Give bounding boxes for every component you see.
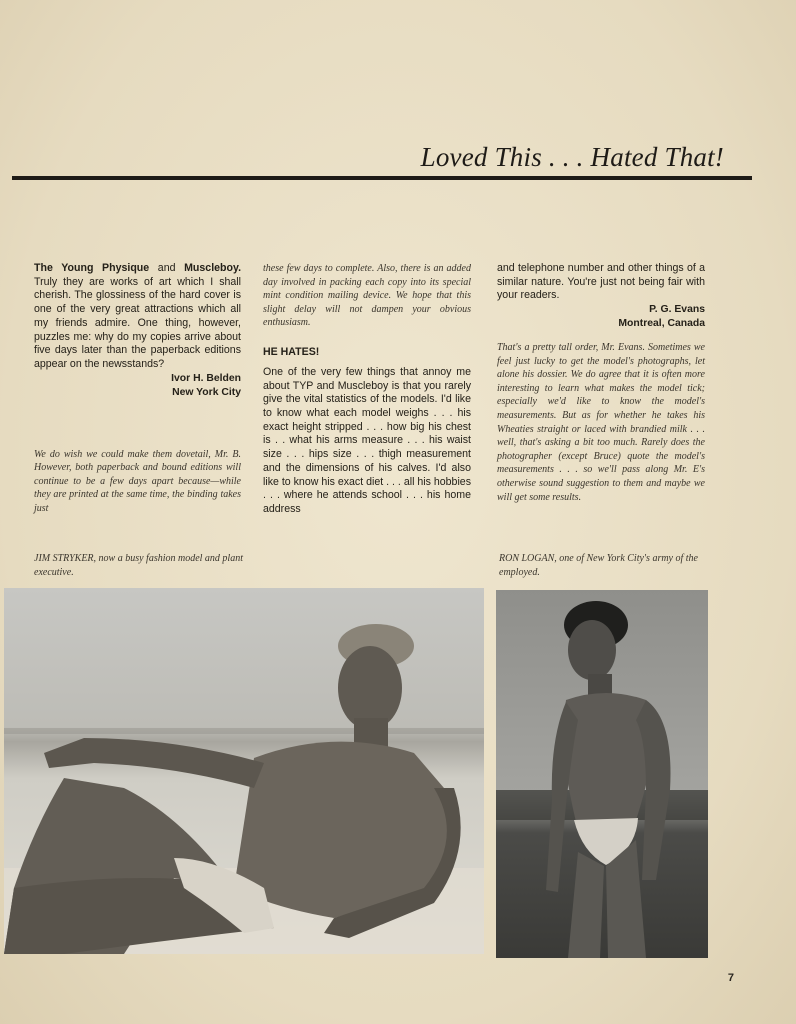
standing-figure-illustration <box>496 590 708 958</box>
reclining-figure-illustration <box>4 588 484 954</box>
letter-2-body-part-1: One of the very few things that annoy me about TYP and Muscleboy is that you rarely give the vital statistics of the models. I'd like to know what each model weighs . . . his exact height stripped . . . how big his chest is . . what his arms measure . . . his waist size . . . hips size . . . thigh measurement and the dimensions of his calves. I'd also like to know his exact diet . . . all his hobbies . . . where he attends school . . . his home address <box>263 365 471 515</box>
letter-2-signature-city: Montreal, Canada <box>618 318 705 330</box>
photo-caption-right: RON LOGAN, one of New York City's army of the employed. <box>499 553 698 578</box>
editor-reply-2: That's a pretty tall order, Mr. Evans. Sometimes we feel just lucky to get the model's photographs, let alone his dossier. We do agree that it is often more interesting to learn what makes the model tick; especially we'd like to know the model's measurements. But as for whether he takes his Wheaties straight or laced with brandied milk . . . well, that's asking a bit too much. Rarely does the photographer (except Bruce) quote the model's measurements . . . so we'll pass along Mr. E's otherwise sound suggestion to them and maybe we will get some results. <box>497 342 705 503</box>
letter-2-body-part-2: and telephone number and other things of a similar nature. You're just not being fair with your readers. <box>497 262 705 302</box>
photo-jim-stryker <box>4 588 484 954</box>
letter-1-body: The Young Physique and Muscleboy. Truly they are works of art which I shall cherish. The glossiness of the hard cover is one of the very great attractions which all my friends admire. One thing, however, puzzles me: why do my copies arrive about five days later than the paperback editions appear on the newsstands? <box>34 262 242 370</box>
column-3 <box>497 262 705 504</box>
editor-reply-1-part-2: these few days to complete. Also, there is an added day involved in packing each copy into its special mint condition mailing device. We hope that this slight delay will not dampen your obvious enthusiasm. <box>263 263 471 329</box>
magazine-name-2: Muscleboy. <box>184 262 242 274</box>
page-number: 7 <box>727 972 734 984</box>
magazine-name-1: The Young Physique <box>34 262 150 274</box>
letter-2-subhead: HE HATES! <box>263 345 320 358</box>
letter-1-signature-name: Ivor H. Belden <box>171 372 241 384</box>
header-rule <box>12 176 752 180</box>
letter-1-signature-city: New York City <box>172 386 241 398</box>
column-2 <box>263 262 471 517</box>
letter-2-signature-name: P. G. Evans <box>649 304 705 316</box>
editor-reply-1-part-1: We do wish we could make them dovetail, Mr. B. However, both paperback and bound editions will continue to be a few days apart because—while they are printed at the same time, the binding takes just <box>34 448 241 514</box>
photo-ron-logan <box>496 590 708 958</box>
photo-caption-left: JIM STRYKER, now a busy fashion model and plant executive. <box>34 553 243 578</box>
column-1 <box>34 262 241 516</box>
page-title: Loved This . . . Hated That! <box>420 142 724 172</box>
